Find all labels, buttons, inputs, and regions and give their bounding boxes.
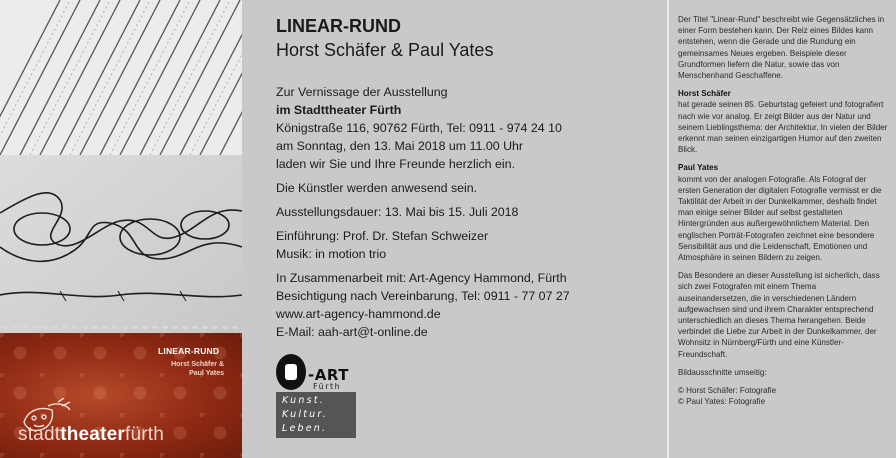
description-column	[678, 14, 888, 408]
card-names-line2: Paul Yates	[189, 370, 224, 377]
tagline-line3: Leben.	[282, 423, 328, 434]
viewing-info: Besichtigung nach Vereinbarung, Tel: 0911 - 77 07 27	[276, 289, 570, 303]
invite-venue: im Stadttheater Fürth	[276, 103, 402, 117]
brand-bold: theater	[60, 424, 125, 445]
invite-date: am Sonntag, den 13. Mai 2018 um 11.00 Uhr	[276, 139, 524, 153]
brand-suffix: fürth	[124, 424, 164, 445]
vineyard-photo	[0, 0, 242, 155]
card-names-line1: Horst Schäfer &	[171, 361, 224, 368]
introduction: Einführung: Prof. Dr. Stefan Schweizer	[276, 229, 489, 243]
special-text: Das Besondere an dieser Ausstellung ist sicherlich, dass sich zwei Fotografen mit einem Thema auseinandersetzen, die in verschiedenen Ländern aufgewachsen sind und ihrem Charakter entsprechend unterschiedlich an dieses Thema herangehen. Beide verbindet die Liebe zur Arbeit in der Dunkelkammer, der Wohnsitz in Nürnberg/Fürth und eine Künstler-Freundschaft.	[678, 271, 880, 359]
image-column	[0, 0, 242, 458]
website-link[interactable]: www.art-agency-hammond.de	[276, 307, 441, 321]
yates-text: kommt von der analogen Fotografie. Als Fotograf der ersten Generation der digitalen Fotografie vermisst er die Taktilität der Arbeit in der Dunkelkammer, deshalb findet man einige seiner Bilder auf selbst gestalteten Hintergründen aus außergewöhnlichem Material. Den englischen Porträt-Fotografen zeichnet eine besondere Sensibilität aus und die Leidenschaft, Emotionen und Atmosphäre in seinen Bildern zu zeigen.	[678, 174, 882, 263]
s-art-city: Fürth	[313, 382, 342, 391]
music: Musik: in motion trio	[276, 247, 387, 261]
credits-heading: Bildausschnitte umseitig:	[678, 367, 767, 377]
column-divider	[667, 0, 669, 458]
email-link[interactable]: E-Mail: aah-art@t-online.de	[276, 325, 428, 339]
credit-schaefer: © Horst Schäfer: Fotografie	[678, 386, 777, 396]
tagline-line2: Kultur.	[282, 409, 328, 420]
stadttheater-logo-text	[18, 424, 164, 446]
cooperation: In Zusammenarbeit mit: Art-Agency Hammond, Fürth	[276, 271, 567, 285]
invite-address: Königstraße 116, 90762 Fürth, Tel: 0911 - 974 24 10	[276, 121, 562, 135]
invite-line1: Zur Vernissage der Ausstellung	[276, 85, 448, 99]
brand-prefix: stadt	[18, 424, 61, 445]
intro-text: Der Titel "Linear-Rund" beschreibt wie Gegensätzliches in einer Form bestehen kann. Der Reiz eines Bildes kann entstehen, wenn die Gerade und die Rundung ein gemeinsames Neues ergeben. Beispiele dieser Grundformen liefern die Natur, sowie das von Menschenhand Geschaffene.	[678, 15, 885, 81]
sparkasse-s-icon	[276, 354, 306, 390]
invite-closing: laden wir Sie und Ihre Freunde herzlich ein.	[276, 157, 515, 171]
s-art-logo	[276, 352, 356, 438]
s-art-logo-top	[276, 352, 356, 392]
invitation-body	[276, 83, 656, 347]
card-title: LINEAR-RUND	[158, 346, 220, 356]
exhibition-duration: Ausstellungsdauer: 13. Mai bis 15. Juli 2018	[276, 205, 519, 219]
tagline-line1: Kunst.	[282, 395, 325, 406]
credit-yates: © Paul Yates: Fotografie	[678, 397, 766, 407]
s-art-tagline	[276, 392, 356, 438]
barbed-wire-graphic	[0, 155, 242, 333]
s-art-name: -ART	[308, 366, 349, 384]
schaefer-heading: Horst Schäfer	[678, 89, 731, 99]
schaefer-text: hat gerade seinen 85. Geburtstag gefeiert und fotografiert nach wie vor analog. Er zeigt Bilder aus der Natur und seinem Lieblingsthema: der Architektur. In vielen der Bilder erkennt man seinen einzigartigen Humor auf den zweiten Blick.	[678, 100, 888, 155]
artists-present: Die Künstler werden anwesend sein.	[276, 181, 478, 195]
exhibition-artists: Horst Schäfer & Paul Yates	[276, 40, 494, 60]
card-artist-names	[171, 360, 224, 378]
vineyard-rows-graphic	[0, 0, 242, 155]
exhibition-title: LINEAR-RUND	[276, 16, 401, 36]
barbed-wire-photo	[0, 155, 242, 333]
yates-heading: Paul Yates	[678, 163, 719, 173]
